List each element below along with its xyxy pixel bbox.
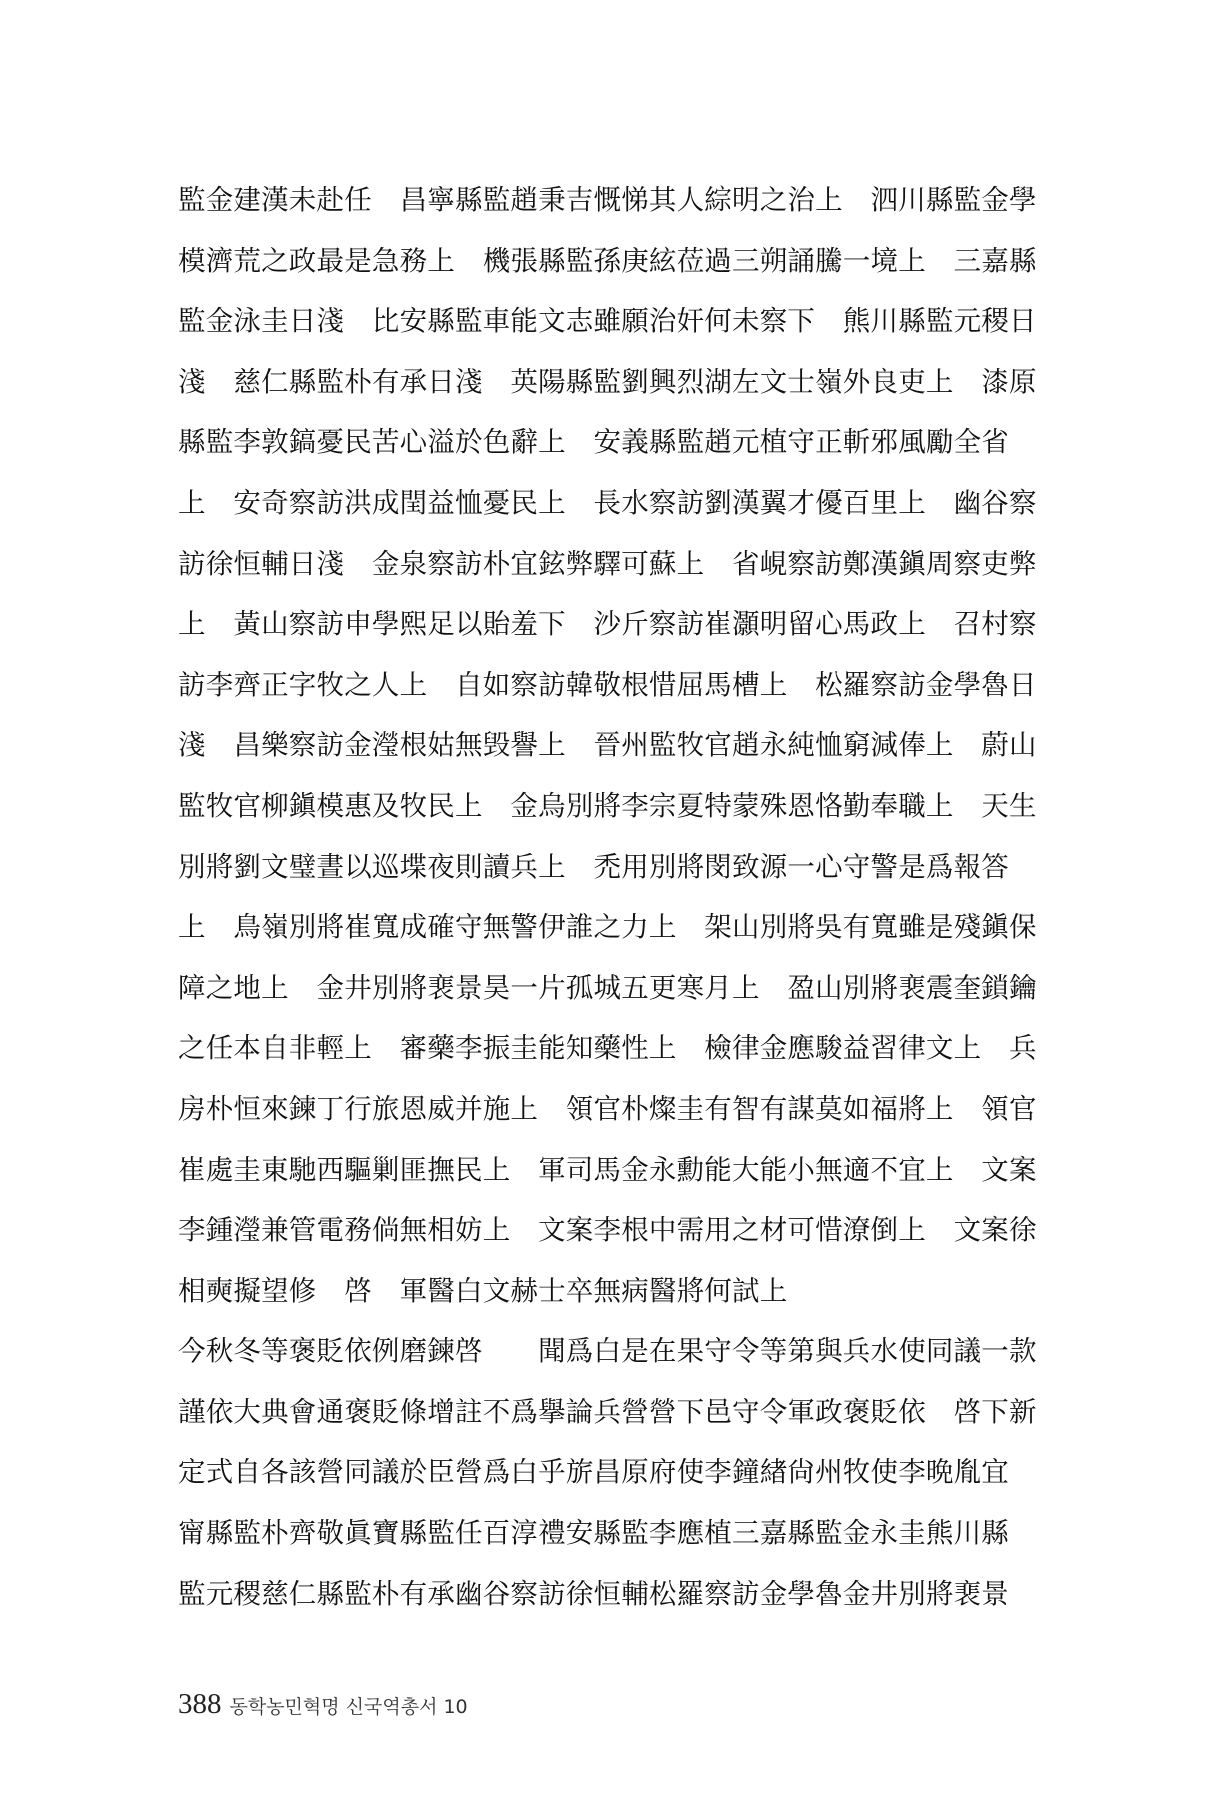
body-text — [178, 170, 1038, 1624]
text-line: 障之地上 金井別將裵景昊一片孤城五更寒月上 盈山別將裵震奎鎖鑰 — [178, 971, 1037, 1004]
text-line: 定式自各該營同議於臣營爲白乎旂昌原府使李鐘緖尙州牧使李晩胤宜 — [178, 1456, 1009, 1489]
text-line: 崔處圭東馳西驅剿匪撫民上 軍司馬金永勳能大能小無適不宜上 文案 — [178, 1153, 1037, 1186]
text-line: 監牧官柳鎭模惠及牧民上 金烏別將李宗夏特蒙殊恩恪勤奉職上 天生 — [178, 789, 1037, 822]
text-line: 訪李齊正字牧之人上 自如察訪韓敬根惜屈馬槽上 松羅察訪金學魯日 — [178, 668, 1037, 701]
text-line: 房朴恒來鍊丁行旅恩威并施上 領官朴燦圭有智有謀莫如福將上 領官 — [178, 1092, 1037, 1125]
paragraph-2 — [178, 1321, 1038, 1624]
text-line: 監元稷慈仁縣監朴有承幽谷察訪徐恒輔松羅察訪金學魯金井別將裵景 — [178, 1577, 1009, 1610]
text-line: 淺 昌樂察訪金瀅根姑無毁譽上 晉州監牧官趙永純恤窮減俸上 蔚山 — [178, 729, 1037, 762]
text-line: 謹依大典會通褒貶條增註不爲擧論兵營營下邑守令軍政褒貶依 啓下新 — [178, 1395, 1037, 1428]
text-line: 上 鳥嶺別將崔寬成確守無警伊誰之力上 架山別將吳有寬雖是殘鎭保 — [178, 911, 1037, 944]
text-line: 監金泳圭日淺 比安縣監車能文志雖願治奸何未察下 熊川縣監元稷日 — [178, 305, 1037, 338]
paragraph-1 — [178, 170, 1038, 1321]
page-footer — [178, 1688, 468, 1720]
text-line: 相奭擬望修 啓 軍醫白文赫士卒無病醫將何試上 — [178, 1274, 788, 1307]
text-line: 淺 慈仁縣監朴有承日淺 英陽縣監劉興烈湖左文士嶺外良吏上 漆原 — [178, 365, 1037, 398]
text-line: 李鍾瀅兼管電務倘無相妨上 文案李根中需用之材可惜潦倒上 文案徐 — [178, 1214, 1037, 1247]
text-line: 訪徐恒輔日淺 金泉察訪朴宜鉉弊驛可蘇上 省峴察訪鄭漢鎭周察吏弊 — [178, 547, 1037, 580]
text-line: 監金建漢未赴任 昌寧縣監趙秉吉慨悌其人綜明之治上 泗川縣監金學 — [178, 184, 1037, 216]
text-line: 今秋冬等褒貶依例磨鍊啓 聞爲白是在果守令等第與兵水使同議一款 — [178, 1335, 1037, 1368]
book-title: 동학농민혁명 신국역총서 10 — [229, 1696, 468, 1718]
text-line: 之任本自非輕上 審藥李振圭能知藥性上 檢律金應駿益習律文上 兵 — [178, 1032, 1037, 1065]
text-line: 別將劉文璧晝以巡堞夜則讀兵上 禿用別將閔致源一心守警是爲報答 — [178, 850, 1009, 883]
page-number: 388 — [178, 1688, 222, 1720]
text-line: 縣監李敦鎬憂民苦心溢於色辭上 安義縣監趙元植守正斬邪風勵全省 — [178, 426, 1009, 459]
text-line: 上 安奇察訪洪成閏益恤憂民上 長水察訪劉漢翼才優百里上 幽谷察 — [178, 486, 1037, 519]
text-line: 模濟荒之政最是急務上 機張縣監孫庚絃莅過三朔誦騰一境上 三嘉縣 — [178, 244, 1037, 277]
text-line: 上 黃山察訪申學熙足以貽羞下 沙斤察訪崔灝明留心馬政上 召村察 — [178, 608, 1037, 641]
text-line: 甯縣監朴齊敬眞寶縣監任百淳禮安縣監李應植三嘉縣監金永圭熊川縣 — [178, 1517, 1009, 1550]
